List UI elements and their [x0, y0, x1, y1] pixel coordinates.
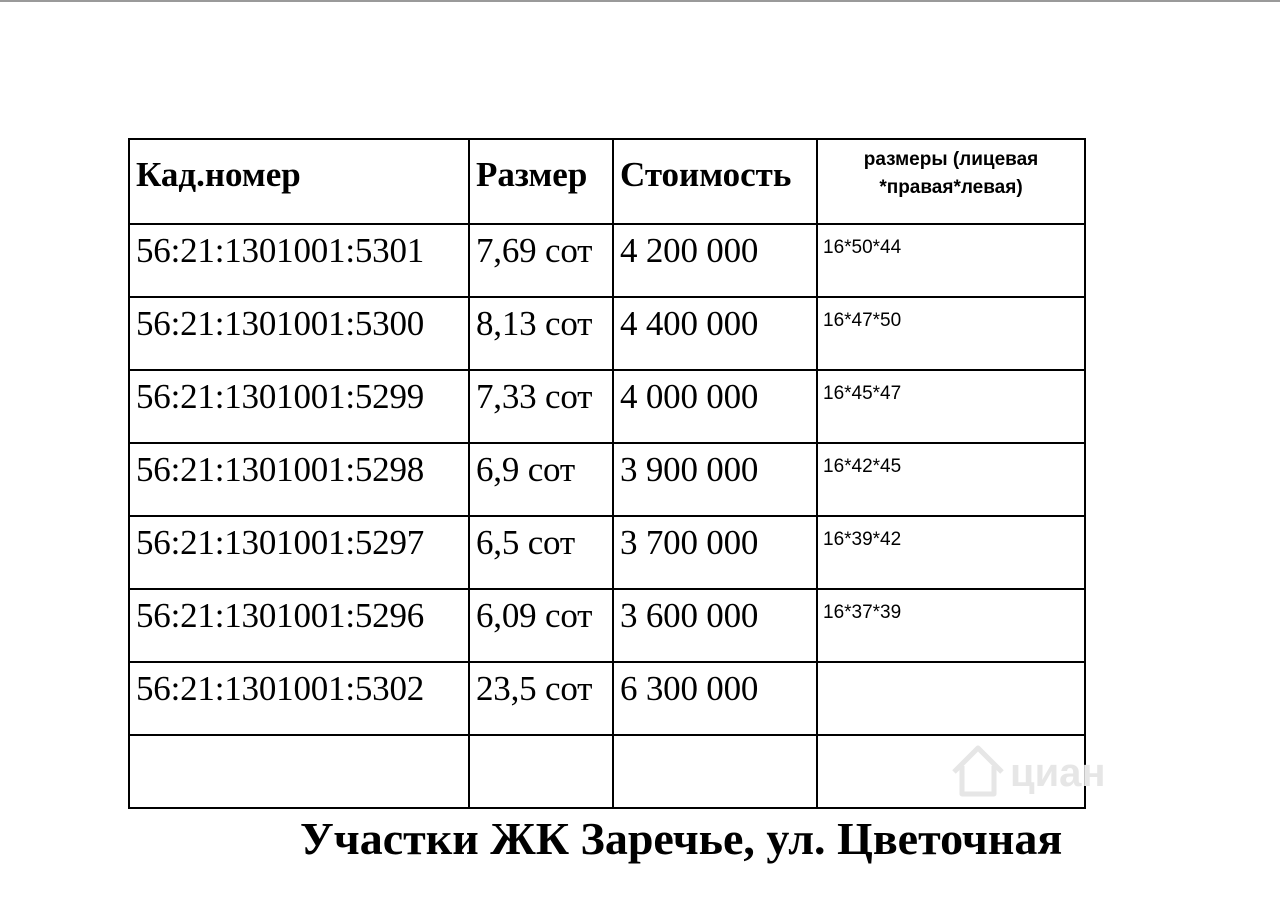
cell-kad: 56:21:1301001:5298	[129, 443, 469, 516]
watermark-text: циан	[1010, 751, 1106, 795]
cell-size: 6,09 сот	[469, 589, 613, 662]
cell-size	[469, 735, 613, 808]
table-row	[129, 662, 1085, 735]
top-border-line	[0, 0, 1280, 2]
cell-cost: 3 600 000	[613, 589, 817, 662]
table-row	[129, 589, 1085, 662]
cell-dims: 16*45*47	[817, 370, 1085, 443]
cell-cost: 4 000 000	[613, 370, 817, 443]
cell-size: 7,69 сот	[469, 224, 613, 297]
cell-size: 8,13 сот	[469, 297, 613, 370]
cell-kad: 56:21:1301001:5297	[129, 516, 469, 589]
plots-table	[128, 138, 1086, 809]
cell-cost: 3 700 000	[613, 516, 817, 589]
cell-kad: 56:21:1301001:5296	[129, 589, 469, 662]
header-cost: Стоимость	[613, 139, 817, 224]
table-row	[129, 224, 1085, 297]
cell-dims: 16*39*42	[817, 516, 1085, 589]
cell-dims	[817, 662, 1085, 735]
cell-cost: 4 200 000	[613, 224, 817, 297]
cell-dims: 16*50*44	[817, 224, 1085, 297]
cell-size: 7,33 сот	[469, 370, 613, 443]
table-row	[129, 516, 1085, 589]
cell-cost	[613, 735, 817, 808]
header-size: Размер	[469, 139, 613, 224]
cell-dims: 16*42*45	[817, 443, 1085, 516]
header-dims: размеры (лицевая *правая*левая)	[817, 139, 1085, 224]
cell-dims: 16*37*39	[817, 589, 1085, 662]
cell-dims: 16*47*50	[817, 297, 1085, 370]
cell-cost: 3 900 000	[613, 443, 817, 516]
table-row	[129, 297, 1085, 370]
table-header-row	[129, 139, 1085, 224]
cell-cost: 6 300 000	[613, 662, 817, 735]
table-row-empty	[129, 735, 1085, 808]
header-kad: Кад.номер	[129, 139, 469, 224]
table-row	[129, 443, 1085, 516]
document-caption: Участки ЖК Заречье, ул. Цветочная	[300, 813, 1063, 864]
cell-size: 6,9 сот	[469, 443, 613, 516]
cell-size: 6,5 сот	[469, 516, 613, 589]
cell-cost: 4 400 000	[613, 297, 817, 370]
table-row	[129, 370, 1085, 443]
cell-kad: 56:21:1301001:5301	[129, 224, 469, 297]
cell-kad: 56:21:1301001:5302	[129, 662, 469, 735]
cell-size: 23,5 сот	[469, 662, 613, 735]
cell-kad	[129, 735, 469, 808]
cian-watermark	[948, 728, 1148, 812]
cell-kad: 56:21:1301001:5299	[129, 370, 469, 443]
house-logo-icon	[948, 728, 1148, 812]
cell-kad: 56:21:1301001:5300	[129, 297, 469, 370]
